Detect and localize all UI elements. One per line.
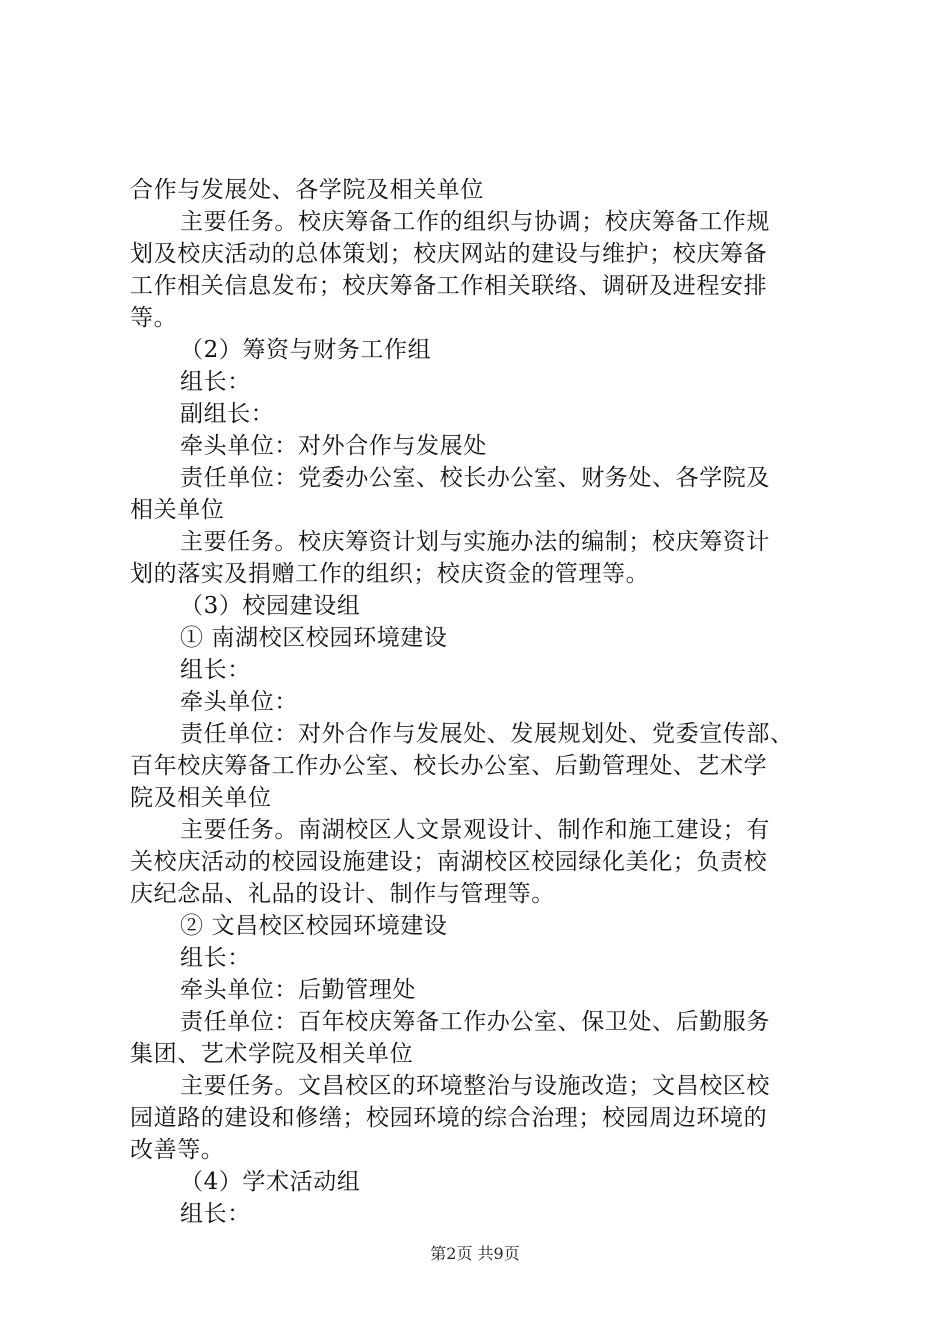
text-line: 院及相关单位	[130, 785, 272, 811]
text-line: 等。	[130, 305, 178, 331]
text-line: 工作相关信息发布；校庆筹备工作相关联络、调研及进程安排	[130, 273, 768, 299]
text-line: 主要任务。文昌校区的环境整治与设施改造；文昌校区校	[180, 1073, 770, 1099]
text-line: 划的落实及捐赠工作的组织；校庆资金的管理等。	[130, 561, 650, 587]
text-line: 百年校庆筹备工作办公室、校长办公室、后勤管理处、艺术学	[130, 753, 768, 779]
text-line: 改善等。	[130, 1137, 225, 1163]
text-line: 集团、艺术学院及相关单位	[130, 1041, 414, 1067]
text-line: 责任单位：党委办公室、校长办公室、财务处、各学院及	[180, 465, 770, 491]
text-line: 副组长：	[180, 401, 275, 427]
page-footer	[0, 1244, 950, 1264]
text-line: （4）学术活动组	[180, 1169, 361, 1195]
text-line: 划及校庆活动的总体策划；校庆网站的建设与维护；校庆筹备	[130, 241, 768, 267]
text-line: （3）校园建设组	[180, 593, 361, 619]
text-line: 组长：	[180, 1201, 251, 1227]
text-line: 牵头单位：后勤管理处	[180, 977, 416, 1003]
text-line: ① 南湖校区校园环境建设	[180, 625, 448, 651]
text-line: 庆纪念品、礼品的设计、制作与管理等。	[130, 881, 555, 907]
text-line: 合作与发展处、各学院及相关单位	[130, 177, 484, 203]
text-line: 责任单位：对外合作与发展处、发展规划处、党委宣传部、	[180, 721, 794, 747]
text-line: 牵头单位：	[180, 689, 298, 715]
text-line: （2）筹资与财务工作组	[180, 337, 432, 363]
text-line: 责任单位：百年校庆筹备工作办公室、保卫处、后勤服务	[180, 1009, 770, 1035]
text-line: ② 文昌校区校园环境建设	[180, 913, 448, 939]
text-line: 组长：	[180, 369, 251, 395]
page-number: 第2页 共9页	[430, 1244, 520, 1263]
text-line: 主要任务。校庆筹资计划与实施办法的编制；校庆筹资计	[180, 529, 770, 555]
text-line: 园道路的建设和修缮；校园环境的综合治理；校园周边环境的	[130, 1105, 768, 1131]
text-line: 牵头单位：对外合作与发展处	[180, 433, 487, 459]
text-line: 组长：	[180, 945, 251, 971]
text-line: 主要任务。校庆筹备工作的组织与协调；校庆筹备工作规	[180, 209, 770, 235]
text-line: 主要任务。南湖校区人文景观设计、制作和施工建设；有	[180, 817, 770, 843]
document-body	[130, 174, 845, 1230]
text-line: 相关单位	[130, 497, 225, 523]
text-line: 关校庆活动的校园设施建设；南湖校区校园绿化美化；负责校	[130, 849, 768, 875]
text-line: 组长：	[180, 657, 251, 683]
